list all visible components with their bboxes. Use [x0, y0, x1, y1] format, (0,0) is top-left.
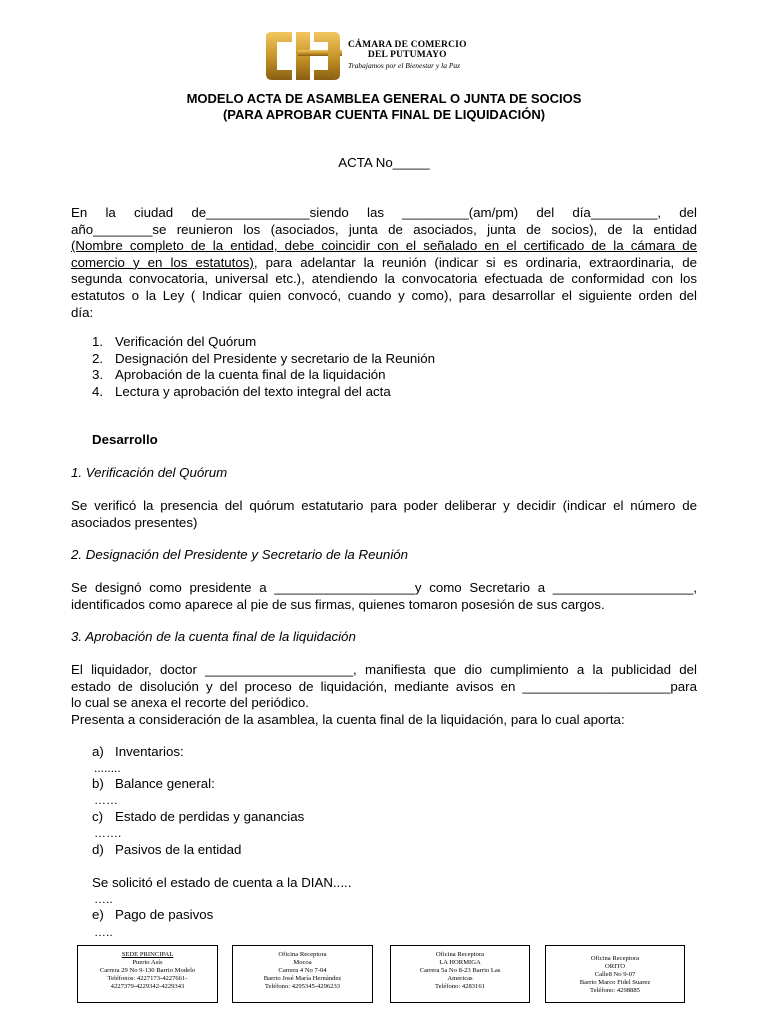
office-title: Oficina Receptora: [590, 955, 640, 962]
item-text: Estado de perdidas y ganancias: [115, 809, 305, 824]
section-1-heading: 1. Verificación del Quórum: [71, 465, 228, 480]
office-phone: Teléfono: 4283161: [435, 983, 485, 990]
dian-request: Se solicitó el estado de cuenta a la DIAN.....: [92, 875, 352, 890]
intro-line-3: (Nombre completo de la entidad, debe coincidir con el señalado en el certificado de la cámara de: [71, 238, 697, 254]
logo-text: [348, 40, 467, 70]
agenda-text: Aprobación de la cuenta final de la liquidación: [115, 367, 386, 383]
section-2-line-1: Se designó como presidente a ___________________y como Secretario a ___________________,: [71, 580, 697, 595]
item-dots: …..: [94, 892, 113, 906]
intro-line-5: segunda convocatoria, universal etc.), atendiendo la convocatoria efectuada de conformidad con los: [71, 271, 697, 287]
list-item: [92, 842, 241, 859]
section-3-line-1: El liquidador, doctor ____________________, manifiesta que dio cumplimiento a la publicidad del: [71, 662, 697, 677]
office-city: LA HORMIGA: [439, 959, 481, 966]
agenda-item: [92, 367, 386, 384]
item-dots: ........: [94, 761, 121, 775]
org-name-line2: DEL PUTUMAYO: [367, 50, 447, 60]
item-dots: …….: [94, 826, 122, 840]
item-text: Pasivos de la entidad: [115, 842, 242, 857]
agenda-number: 1.: [92, 334, 104, 349]
footer-office-orito: [545, 945, 685, 1003]
office-city: Mocoa: [293, 959, 312, 966]
list-item: [92, 809, 304, 826]
intro-line-4-rest: para adelantar la reunión (indicar si es ordinaria, extraordinaria, de: [257, 254, 697, 270]
agenda-text: Lectura y aprobación del texto integral del acta: [115, 383, 391, 399]
agenda-item: [92, 384, 391, 401]
item-text: Pago de pasivos: [115, 907, 214, 922]
document-subtitle: (PARA APROBAR CUENTA FINAL DE LIQUIDACIÓN): [222, 107, 546, 122]
intro-line-4: [71, 255, 697, 272]
office-phone: Teléfonos: 4227173-4227661-: [107, 975, 188, 982]
agenda-item: [92, 351, 435, 368]
item-letter: d): [92, 842, 104, 857]
agenda-number: 3.: [92, 367, 104, 383]
footer-office-puerto-asis: [77, 945, 218, 1003]
office-address: Carrera 4 No 7-04: [278, 967, 327, 974]
office-phone: 4227379-4229342-4229343: [110, 983, 185, 990]
office-neighborhood: Barrio Marco Fidel Suarez: [579, 979, 651, 986]
section-2-heading: 2. Designación del Presidente y Secretario de la Reunión: [71, 547, 409, 562]
org-slogan: Trabajamos por el Bienestar y la Paz: [348, 61, 461, 70]
intro-line-6: estatutos o la Ley ( Indicar quien convocó, cuando y como), para desarrollar el siguiente orden del: [71, 288, 697, 303]
section-2-line-2: identificados como aparece al pie de sus firmas, quienes tomaron posesión de sus cargos.: [71, 596, 605, 612]
footer-office-mocoa: [232, 945, 373, 1003]
office-address: Carrera 29 No 9-130 Barrio Modelo: [99, 967, 196, 974]
item-letter: b): [92, 776, 104, 791]
office-phone: Teléfono: 4298885: [590, 987, 640, 994]
section-3-heading: 3. Aprobación de la cuenta final de la liquidación: [71, 629, 356, 644]
section-3-line-4: Presenta a consideración de la asamblea, la cuenta final de la liquidación, para lo cual aporta:: [71, 711, 625, 727]
intro-line-1: En la ciudad de______________siendo las _________(am/pm) del día_________, del: [71, 205, 697, 220]
chamber-logo: [262, 30, 482, 86]
agenda-number: 2.: [92, 350, 104, 366]
desarrollo-heading: Desarrollo: [92, 432, 158, 447]
acta-number: ACTA No_____: [338, 155, 430, 170]
office-neighborhood: Barrio José María Hernández: [263, 975, 342, 982]
item-text: Balance general:: [115, 776, 215, 791]
agenda-text: Designación del Presidente y secretario de la Reunión: [115, 350, 436, 366]
section-1-line-1: Se verificó la presencia del quórum estatutario para poder deliberar y decidir (indicar el número de: [71, 498, 697, 513]
office-title: Oficina Receptora: [435, 951, 485, 958]
ccp-logo-mark-icon: [262, 30, 344, 82]
office-address: Carrera 5a No 8-23 Barrio Las: [419, 967, 501, 974]
office-phone: Teléfono: 4295345-4296233: [264, 983, 341, 990]
item-letter: a): [92, 744, 104, 759]
item-text: Inventarios:: [115, 744, 184, 759]
office-title: SEDE PRINCIPAL: [121, 951, 174, 958]
item-dots: ……: [94, 793, 118, 807]
office-neighborhood: Americas: [447, 975, 473, 982]
item-letter: e): [92, 907, 104, 922]
list-item: [92, 744, 184, 761]
agenda-text: Verificación del Quórum: [115, 334, 257, 349]
footer-office-la-hormiga: [390, 945, 530, 1003]
office-city: ORITO: [604, 963, 626, 970]
item-dots: …..: [94, 925, 113, 939]
section-3-line-2: estado de disolución y del proceso de liquidación, mediante avisos en ____________________para: [71, 678, 697, 694]
intro-line-2: año________se reunieron los (asociados, junta de asociados, junta de socios), de la entidad: [71, 221, 697, 237]
list-item: [92, 907, 213, 924]
intro-line-4-underlined: comercio y en los estatutos),: [71, 254, 258, 270]
section-1-line-2: asociados presentes): [71, 514, 198, 530]
item-letter: c): [92, 809, 104, 824]
org-name-line1: CÁMARA DE COMERCIO: [348, 40, 467, 50]
section-3-line-3: lo cual se anexa el recorte del periódico.: [71, 695, 310, 711]
document-title: MODELO ACTA DE ASAMBLEA GENERAL O JUNTA DE SOCIOS: [186, 91, 582, 106]
office-title: Oficina Receptora: [278, 951, 327, 958]
office-address: Calle8 No 9-07: [594, 971, 636, 978]
agenda-item: [92, 334, 256, 351]
agenda-number: 4.: [92, 383, 104, 399]
intro-line-7: día:: [71, 304, 94, 320]
office-city: Puerto Asís: [132, 959, 163, 966]
list-item: [92, 776, 215, 793]
